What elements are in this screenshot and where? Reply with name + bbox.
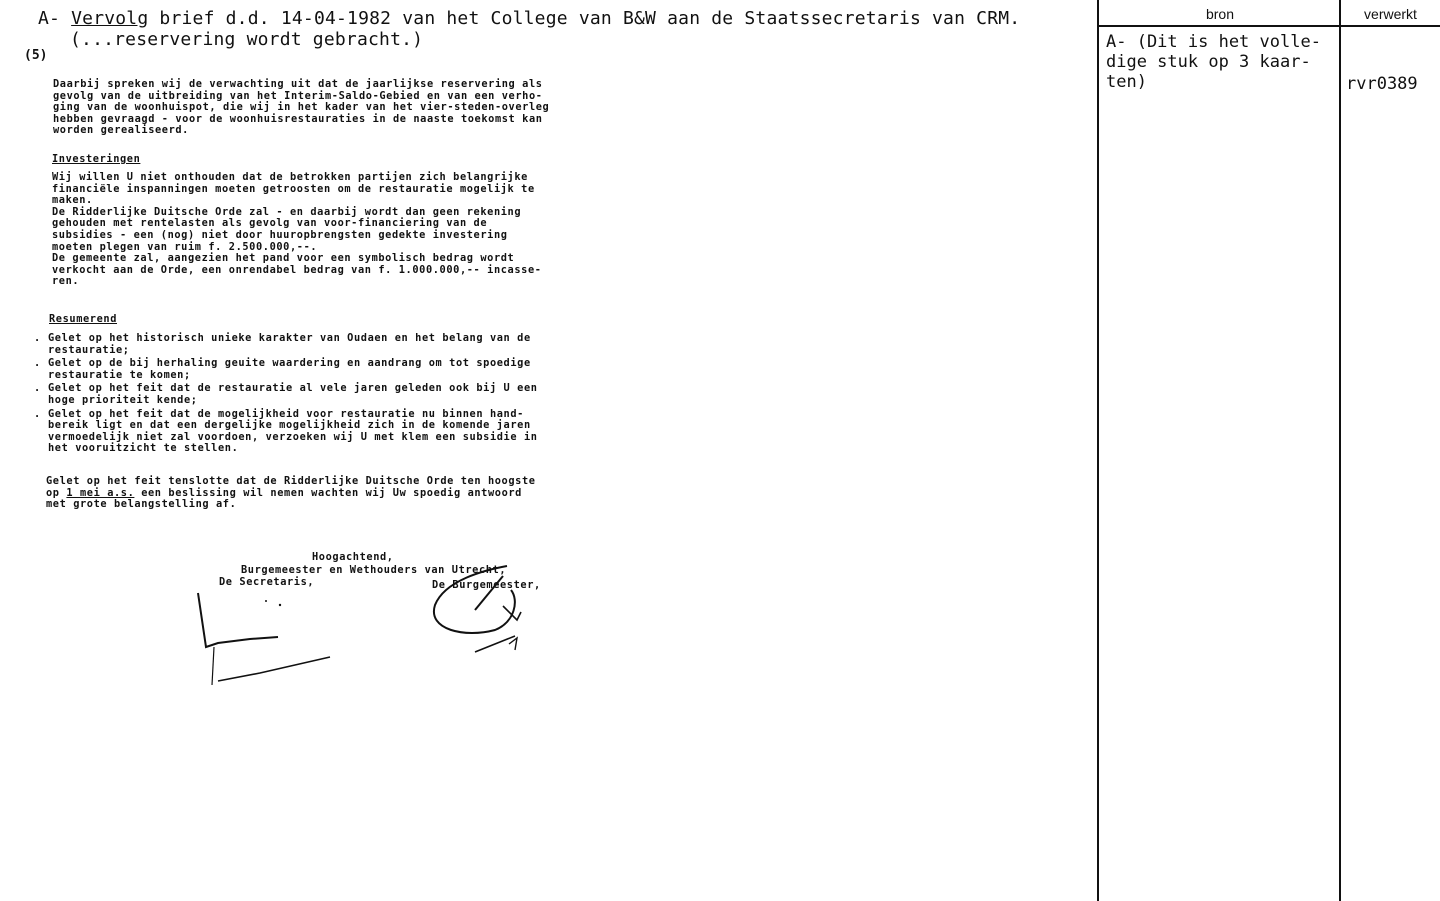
closing-paragraph	[46, 476, 536, 511]
bullet-dot: .	[34, 382, 41, 395]
list-item	[34, 358, 538, 381]
bullet-list	[34, 333, 538, 455]
closing-post: een beslissing wil nemen wachten wij Uw spoedig antwoord met grote belangstelling af.	[46, 486, 522, 511]
sidebar-mid-rule	[1339, 0, 1341, 901]
bullet-text: Gelet op het historisch unieke karakter van Oudaen en het belang van de restauratie;	[48, 332, 531, 356]
bron-note: A- (Dit is het volle- dige stuk op 3 kaar- ten)	[1106, 32, 1321, 92]
list-item	[34, 409, 538, 455]
bullet-dot: .	[34, 407, 41, 420]
signatory-body: Burgemeester en Wethouders van Utrecht,	[241, 564, 507, 576]
bullet-text: Gelet op de bij herhaling geuite waardering en aandrang om tot spoedige restauratie te komen;	[48, 357, 531, 381]
bullet-text: Gelet op het feit dat de mogelijkheid voor restauratie nu binnen hand- bereik ligt en dat een dergelijke mogelijkheid zich in de komende jaren vermoedelijk niet zal voordoen, verzoeken wij U met klem een subsidie in het vooruitzicht te stellen.	[48, 407, 538, 455]
letter-intro: Daarbij spreken wij de verwachting uit dat de jaarlijkse reservering als gevolg van de uitbreiding van het Interim-Saldo-Gebied en van een verho- ging van de woonhuispot, die wij in het kader van het vier-steden-overleg hebben gevraagd - voor de woonhuisrestauraties in de naaste toekomst kan worden gerealiseerd.	[53, 78, 550, 137]
secretary-signature	[190, 585, 350, 695]
closing-date: 1 mei a.s.	[66, 486, 135, 499]
secretary-label: De Secretaris,	[219, 576, 315, 588]
verwerkt-code: rvr0389	[1346, 74, 1418, 94]
column-header-bron: bron	[1205, 6, 1235, 22]
page-mark: (5)	[24, 48, 48, 63]
document-title	[38, 8, 1020, 29]
title-underlined-word: Vervolg	[71, 8, 149, 29]
title-rest: brief d.d. 14-04-1982 van het College van B&W aan de Staatssecretaris van CRM.	[148, 8, 1021, 29]
investeringen-heading: Investeringen	[52, 153, 141, 165]
title-prefix: A-	[38, 8, 72, 29]
resumerend-heading: Resumerend	[49, 313, 117, 325]
mayor-signature	[425, 560, 555, 670]
investeringen-body: Wij willen U niet onthouden dat de betrokken partijen zich belangrijke financiële inspanningen moeten getroosten om de restauratie mogelijk te maken. De Ridderlijke Duitsche Orde zal - en daarbij wordt dan geen rekening gehouden met rentelasten als gevolg van voor-financiering van de subsidies - een (nog) niet door huuropbrengsten gedekte investering moeten plegen van ruim f. 2.500.000,--. De gemeente zal, aangezien het pand voor een symbolisch bedrag wordt verkocht aan de Orde, een onrendabel bedrag van f. 1.000.000,-- incasse- ren.	[52, 171, 542, 288]
list-item	[34, 383, 538, 406]
sidebar-left-rule	[1097, 0, 1099, 901]
sidebar-header-rule	[1098, 25, 1440, 27]
mayor-label: De Burgemeester,	[432, 579, 541, 591]
bullet-text: Gelet op het feit dat de restauratie al vele jaren geleden ook bij U een hoge prioriteit kende;	[48, 382, 538, 406]
column-header-verwerkt: verwerkt	[1364, 6, 1417, 22]
bullet-dot: .	[34, 357, 41, 370]
salutation: Hoogachtend,	[312, 551, 394, 563]
bullet-dot: .	[34, 332, 41, 344]
closing-pre: Gelet op het feit tenslotte dat de Ridderlijke Duitsche Orde ten hoogste op	[46, 475, 536, 499]
document-subtitle: (...reservering wordt gebracht.)	[70, 29, 424, 50]
list-item	[34, 333, 538, 356]
